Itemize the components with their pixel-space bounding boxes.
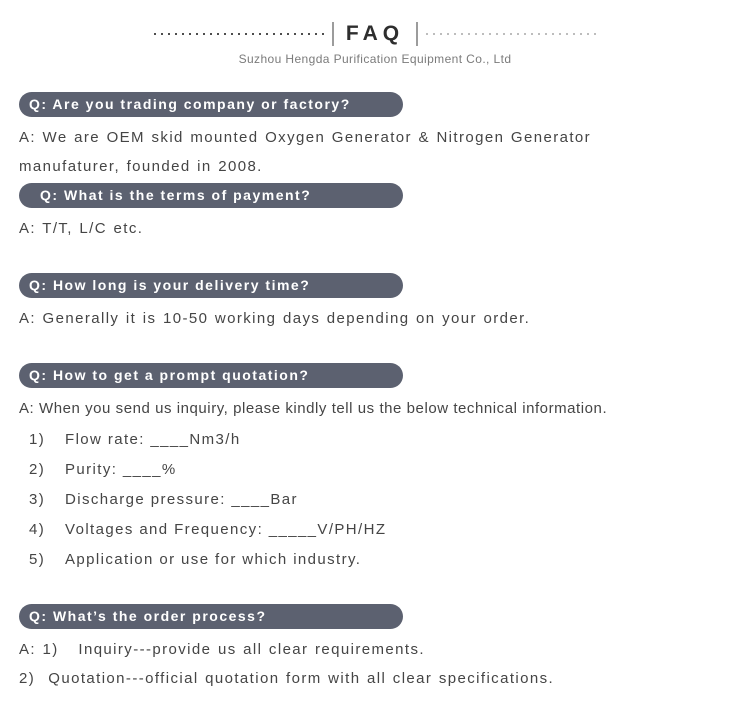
list-item-number: 3): [29, 491, 46, 508]
answer-line: A: We are OEM skid mounted Oxygen Generator & Nitrogen Generator: [19, 129, 592, 146]
answer-block: [19, 123, 738, 181]
answer-block: [19, 394, 738, 423]
header: [0, 0, 750, 66]
answer-block: [19, 635, 738, 693]
page-title: FAQ: [345, 22, 405, 45]
company-name: Suzhou Hengda Purification Equipment Co., Ltd: [238, 52, 512, 66]
question-banner: Q: How long is your delivery time?: [19, 273, 403, 298]
faq-section-prompt-quotation: [19, 363, 738, 575]
list-item: [19, 485, 738, 515]
list-item-text: Voltages and Frequency: _____V/PH/HZ: [65, 521, 387, 538]
list-item-text: Discharge pressure: ____Bar: [65, 491, 298, 508]
list-item: [19, 545, 738, 575]
question-banner: Q: Are you trading company or factory?: [19, 92, 403, 117]
faq-section-trading-company: [19, 92, 738, 181]
question-banner: Q: What is the terms of payment?: [19, 183, 403, 208]
divider-bar-left: [332, 22, 334, 46]
list-item-number: 1): [29, 431, 46, 448]
answer-line: A: T/T, L/C etc.: [19, 220, 144, 237]
answer-line: 2) Quotation---official quotation form with all clear specifications.: [19, 670, 555, 687]
list-item-number: 2): [29, 461, 46, 478]
answer-line: A: Generally it is 10-50 working days depending on your order.: [19, 310, 531, 327]
list-item: [19, 515, 738, 545]
answer-line: manufaturer, founded in 2008.: [19, 158, 263, 175]
answer-block: [19, 214, 738, 243]
answer-block: [19, 304, 738, 333]
faq-section-order-process: [19, 604, 738, 693]
faq-section-payment-terms: [19, 183, 738, 243]
divider-bar-right: [416, 22, 418, 46]
dotted-divider-left: [154, 33, 324, 35]
list-item: [19, 425, 738, 455]
answer-line: A: 1) Inquiry---provide us all clear requirements.: [19, 641, 425, 658]
list-item-number: 5): [29, 551, 46, 568]
answer-line: A: When you send us inquiry, please kindly tell us the below technical information.: [19, 400, 608, 417]
question-banner: Q: What’s the order process?: [19, 604, 403, 629]
spec-list: [19, 425, 738, 575]
list-item-text: Application or use for which industry.: [65, 551, 362, 568]
list-item-number: 4): [29, 521, 46, 538]
faq-title-row: [0, 20, 750, 48]
list-item: [19, 455, 738, 485]
faq-section-delivery-time: [19, 273, 738, 333]
dotted-divider-right: [426, 33, 596, 35]
question-banner: Q: How to get a prompt quotation?: [19, 363, 403, 388]
list-item-text: Purity: ____%: [65, 461, 177, 478]
list-item-text: Flow rate: ____Nm3/h: [65, 431, 241, 448]
